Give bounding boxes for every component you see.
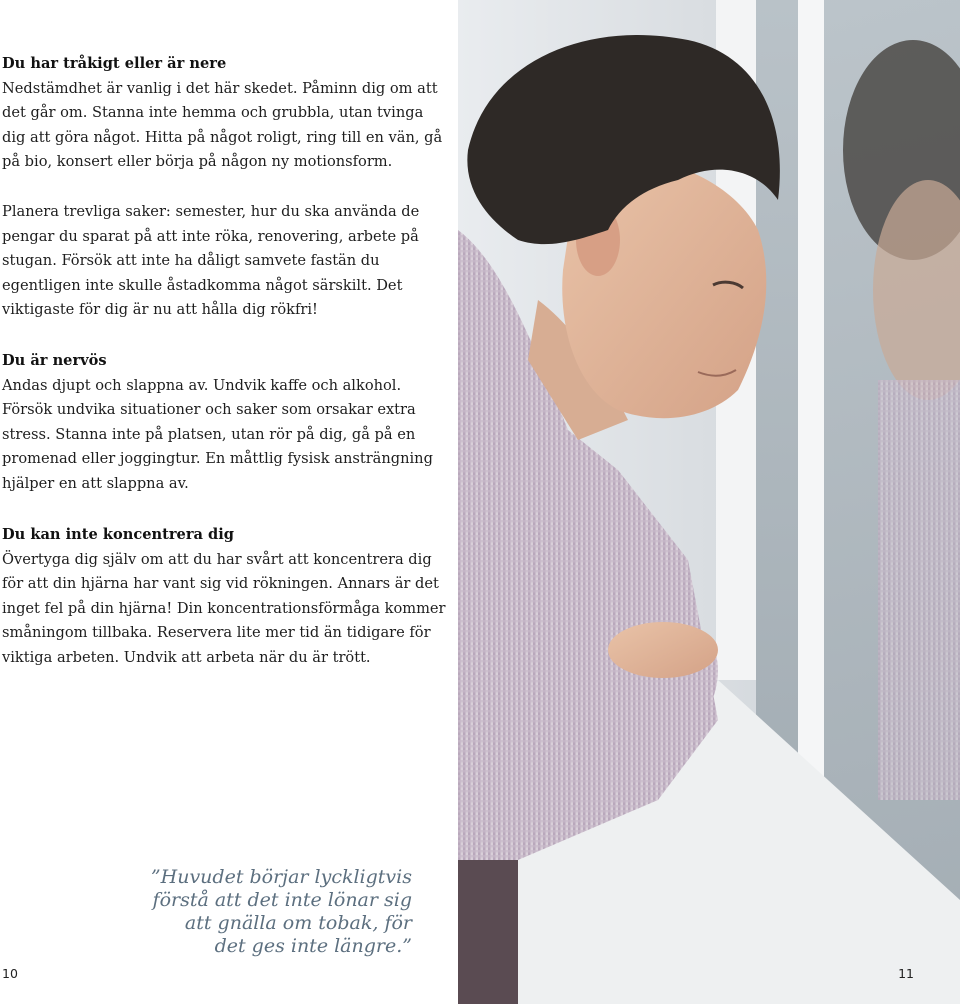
section-paragraph: Andas djupt och slappna av. Undvik kaffe och alkohol. Försök undvika situationer och saker som orsakar extra stress. Stanna inte på platsen, utan rör på dig, gå på en promenad eller joggingtur. En måttlig fysisk ansträngning hjälper en att slappna av. bbox=[2, 376, 433, 492]
left-page bbox=[0, 0, 458, 1004]
page-number-right: 11 bbox=[898, 966, 914, 981]
section-paragraph: Övertyga dig själv om att du har svårt att koncentrera dig för att din hjärna har vant sig vid rökningen. Annars är det inget fel på din hjärna! Din koncentrationsförmåga kommer småningom tillbaka. Reservera lite mer tid än tidigare för viktiga arbeten. Undvik att arbeta när du är trött. bbox=[2, 550, 446, 666]
section-heading: Du är nervös bbox=[2, 352, 107, 369]
pull-quote: ”Huvudet börjar lyckligtvis förstå att det inte lönar sig att gnälla om tobak, för det ges inte längre.” bbox=[150, 866, 412, 957]
section-concentrate bbox=[2, 523, 448, 671]
photo-man-looking-out-window bbox=[458, 0, 960, 1004]
section-heading: Du kan inte koncentrera dig bbox=[2, 526, 234, 543]
section-bored bbox=[2, 52, 448, 323]
page-number-left: 10 bbox=[2, 966, 18, 981]
section-paragraph: Nedstämdhet är vanlig i det här skedet. Påminn dig om att det går om. Stanna inte hemma och grubbla, utan tvinga dig att göra något. Hitta på något roligt, ring till en vän, gå på bio, konsert eller börja på någon ny motionsform. bbox=[2, 79, 443, 171]
section-nervous bbox=[2, 349, 448, 497]
section-paragraph: Planera trevliga saker: semester, hur du ska använda de pengar du sparat på att inte röka, renovering, arbete på stugan. Försök att inte ha dåligt samvete fastän du egentligen inte skulle åstadkomma något särskilt. Det viktigaste för dig är nu att hålla dig rökfri! bbox=[2, 202, 420, 319]
section-heading: Du har tråkigt eller är nere bbox=[2, 55, 227, 72]
